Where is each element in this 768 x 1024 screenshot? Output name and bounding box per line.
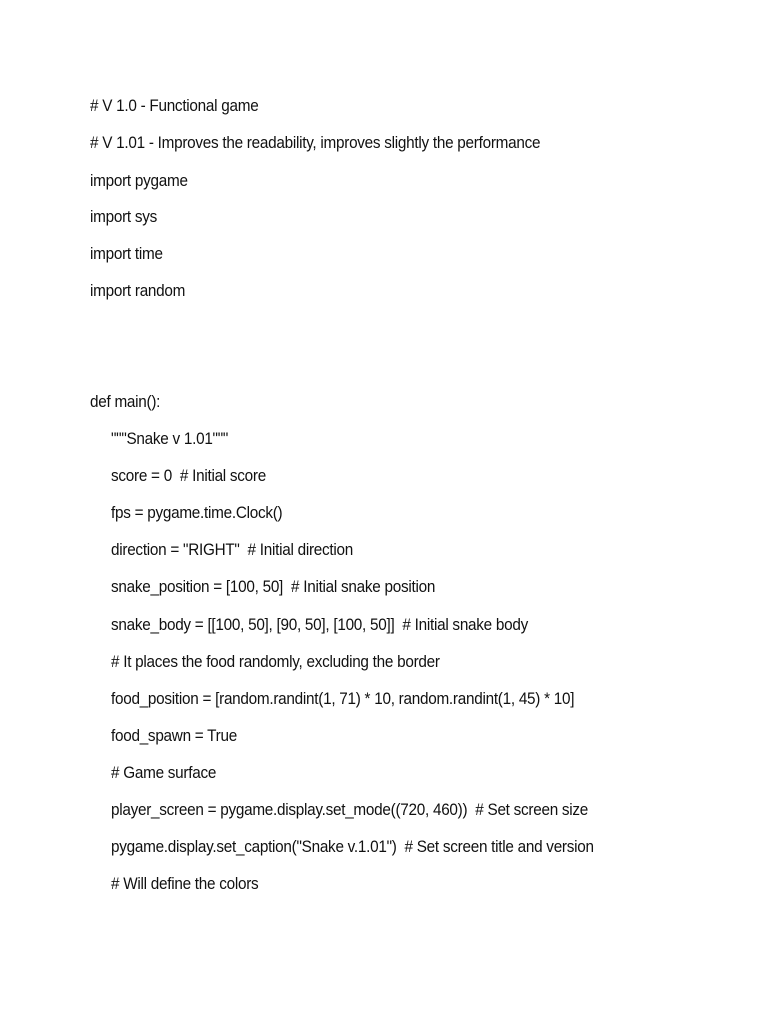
code-line: fps = pygame.time.Clock() [111, 503, 283, 522]
code-line: import random [90, 281, 186, 300]
code-line: import time [90, 244, 163, 263]
code-line: player_screen = pygame.display.set_mode((720, 460)) # Set screen size [111, 800, 589, 819]
code-line: # Will define the colors [111, 874, 259, 893]
code-line: direction = "RIGHT" # Initial direction [111, 540, 353, 559]
code-line: # V 1.01 - Improves the readability, improves slightly the performance [90, 133, 541, 152]
code-line: import sys [90, 207, 158, 226]
code-line: score = 0 # Initial score [111, 466, 266, 485]
code-line: # V 1.0 - Functional game [90, 96, 259, 115]
code-line: food_spawn = True [111, 726, 237, 745]
code-line: snake_body = [[100, 50], [90, 50], [100, 50]] # Initial snake body [111, 615, 528, 634]
code-line: """Snake v 1.01""" [111, 429, 229, 448]
code-line: pygame.display.set_caption("Snake v.1.01") # Set screen title and version [111, 837, 594, 856]
code-line: # Game surface [111, 763, 217, 782]
code-line: food_position = [random.randint(1, 71) * 10, random.randint(1, 45) * 10] [111, 689, 575, 708]
code-line: snake_position = [100, 50] # Initial snake position [111, 577, 436, 596]
code-line: import pygame [90, 171, 188, 190]
code-line: # It places the food randomly, excluding the border [111, 652, 440, 671]
code-line: def main(): [90, 392, 161, 411]
